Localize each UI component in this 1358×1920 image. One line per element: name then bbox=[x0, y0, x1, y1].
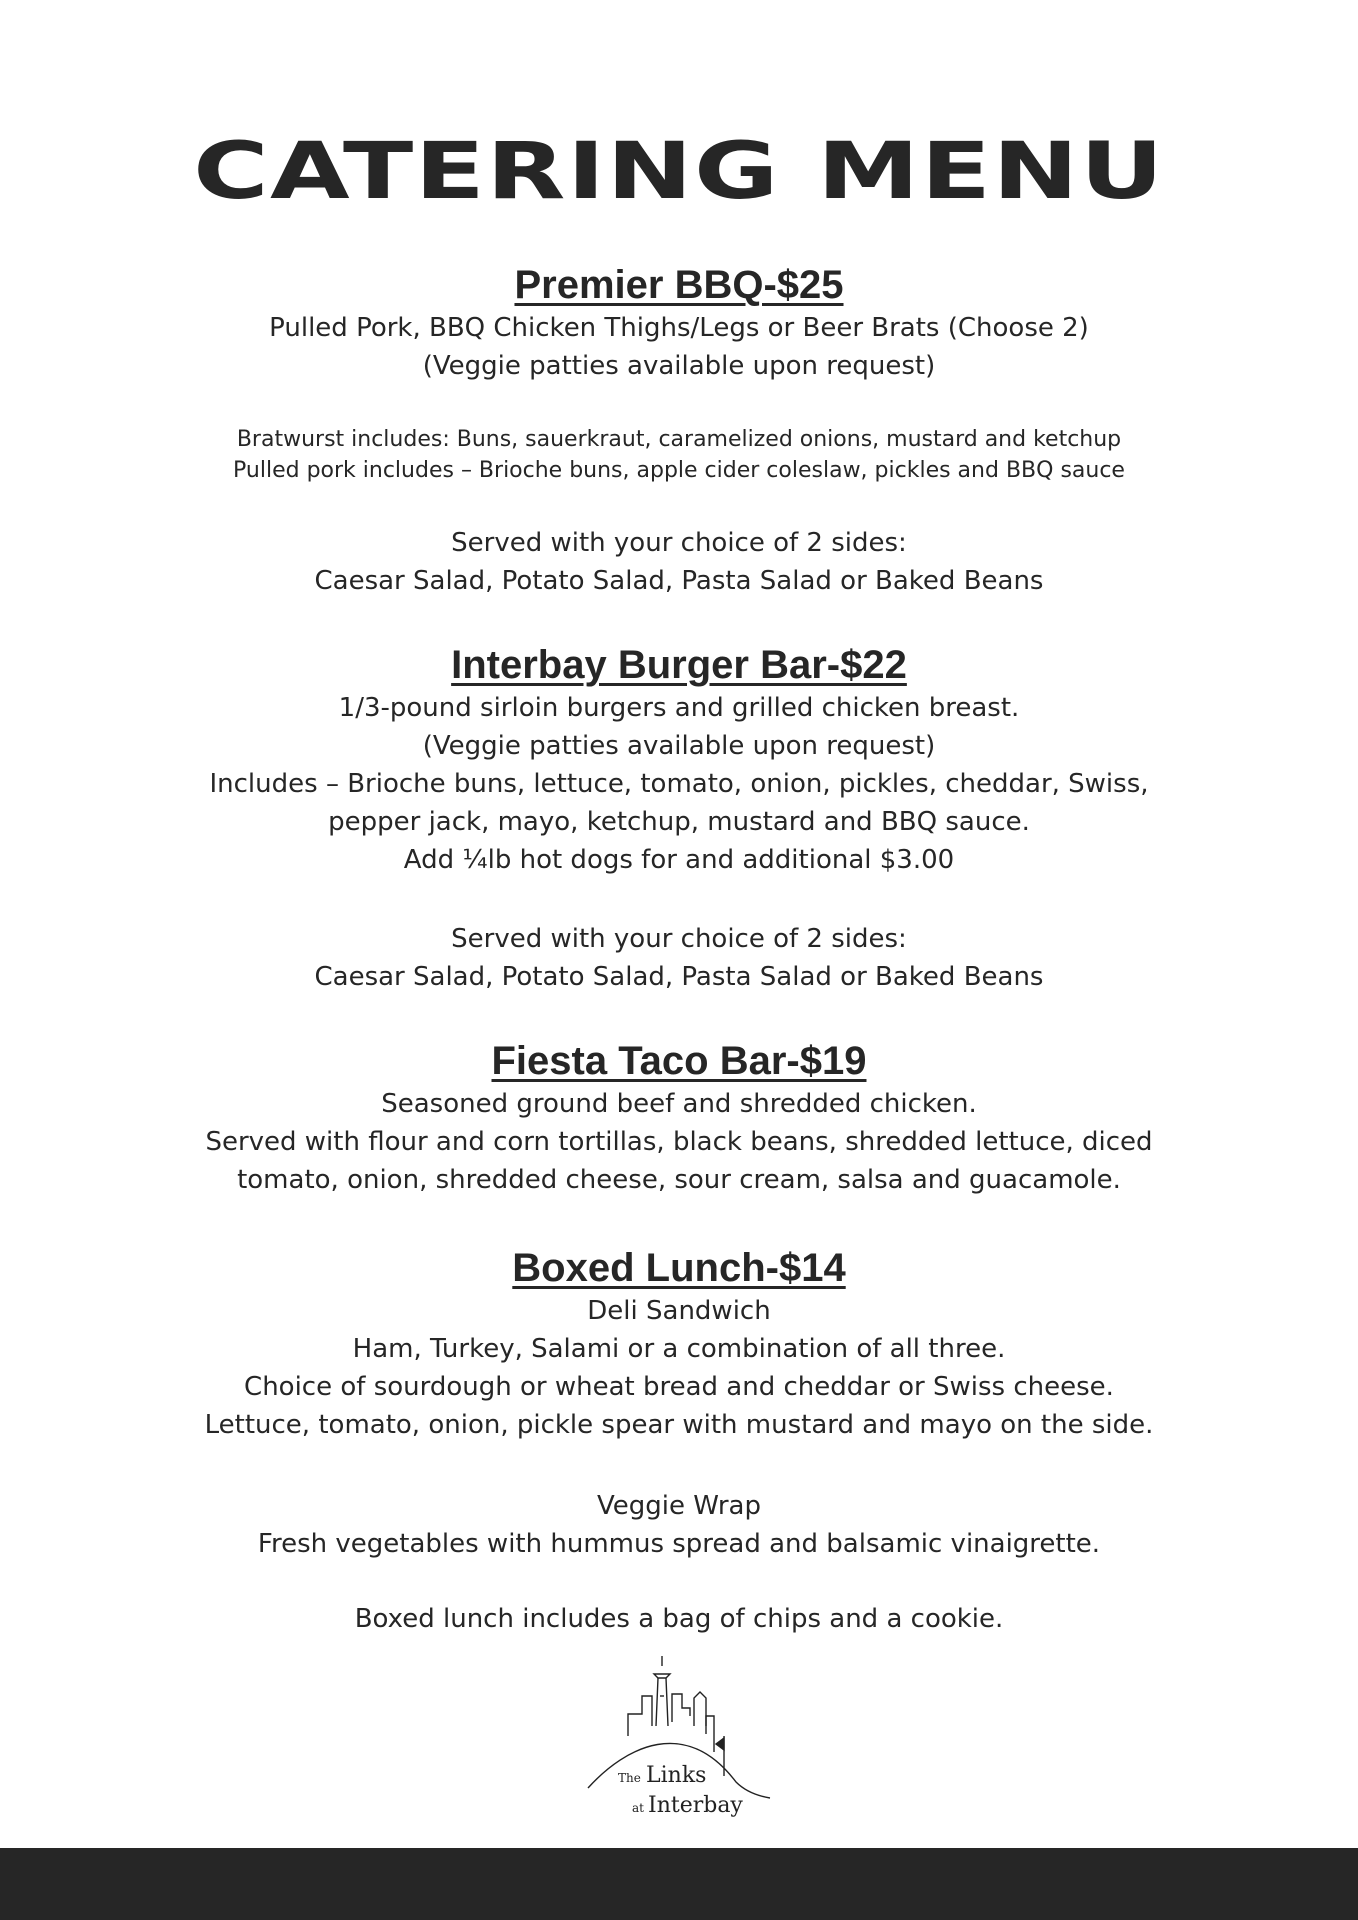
section-taco-bar bbox=[0, 1037, 1358, 1199]
footer-bar bbox=[0, 1848, 1358, 1920]
menu-line: Add ¼lb hot dogs for and additional $3.00 bbox=[403, 845, 955, 875]
menu-line: (Veggie patties available upon request) bbox=[422, 351, 936, 381]
sides-intro: Served with your choice of 2 sides: bbox=[451, 924, 907, 954]
note-line: Bratwurst includes: Buns, sauerkraut, caramelized onions, mustard and ketchup bbox=[236, 427, 1122, 452]
logo-text-at: at bbox=[632, 1801, 644, 1815]
boxed-lunch-wrap bbox=[0, 1487, 1358, 1563]
section-heading: Boxed Lunch-$14 bbox=[512, 1246, 846, 1290]
premier-bbq-notes bbox=[0, 424, 1358, 486]
boxed-lunch-note bbox=[0, 1600, 1358, 1638]
wrap-title: Veggie Wrap bbox=[597, 1491, 761, 1521]
page-title: CATERING MENU bbox=[193, 127, 1165, 217]
menu-line: pepper jack, mayo, ketchup, mustard and BBQ sauce. bbox=[328, 807, 1030, 837]
sides-list: Caesar Salad, Potato Salad, Pasta Salad or Baked Beans bbox=[314, 566, 1044, 596]
menu-line: Pulled Pork, BBQ Chicken Thighs/Legs or Beer Brats (Choose 2) bbox=[269, 313, 1089, 343]
menu-line: 1/3-pound sirloin burgers and grilled chicken breast. bbox=[338, 693, 1020, 723]
menu-line: (Veggie patties available upon request) bbox=[422, 731, 936, 761]
note-line: Pulled pork includes – Brioche buns, apple cider coleslaw, pickles and BBQ sauce bbox=[233, 458, 1125, 483]
section-boxed-lunch bbox=[0, 1244, 1358, 1444]
section-heading: Interbay Burger Bar-$22 bbox=[451, 643, 907, 687]
boxed-lunch-footnote: Boxed lunch includes a bag of chips and a cookie. bbox=[354, 1604, 1004, 1634]
menu-line: Seasoned ground beef and shredded chicken. bbox=[381, 1089, 977, 1119]
menu-line: Served with flour and corn tortillas, black beans, shredded lettuce, diced bbox=[205, 1127, 1153, 1157]
logo-text-interbay: Interbay bbox=[648, 1793, 743, 1818]
links-at-interbay-logo bbox=[586, 1656, 772, 1822]
section-burger-bar bbox=[0, 641, 1358, 879]
menu-line: Lettuce, tomato, onion, pickle spear with mustard and mayo on the side. bbox=[204, 1410, 1154, 1440]
menu-line: tomato, onion, shredded cheese, sour cream, salsa and guacamole. bbox=[237, 1165, 1121, 1195]
logo-text-links: Links bbox=[646, 1763, 707, 1788]
section-heading: Premier BBQ-$25 bbox=[514, 263, 844, 307]
section-premier-bbq bbox=[0, 261, 1358, 385]
sides-intro: Served with your choice of 2 sides: bbox=[451, 528, 907, 558]
section-heading: Fiesta Taco Bar-$19 bbox=[491, 1039, 867, 1083]
menu-line: Ham, Turkey, Salami or a combination of all three. bbox=[352, 1334, 1006, 1364]
premier-bbq-sides bbox=[0, 524, 1358, 600]
burger-bar-sides bbox=[0, 920, 1358, 996]
menu-line: Choice of sourdough or wheat bread and cheddar or Swiss cheese. bbox=[244, 1372, 1114, 1402]
menu-line: Includes – Brioche buns, lettuce, tomato, onion, pickles, cheddar, Swiss, bbox=[209, 769, 1149, 799]
sides-list: Caesar Salad, Potato Salad, Pasta Salad or Baked Beans bbox=[314, 962, 1044, 992]
wrap-desc: Fresh vegetables with hummus spread and balsamic vinaigrette. bbox=[257, 1529, 1101, 1559]
menu-line: Deli Sandwich bbox=[587, 1296, 771, 1326]
logo-text-the: The bbox=[618, 1771, 641, 1785]
